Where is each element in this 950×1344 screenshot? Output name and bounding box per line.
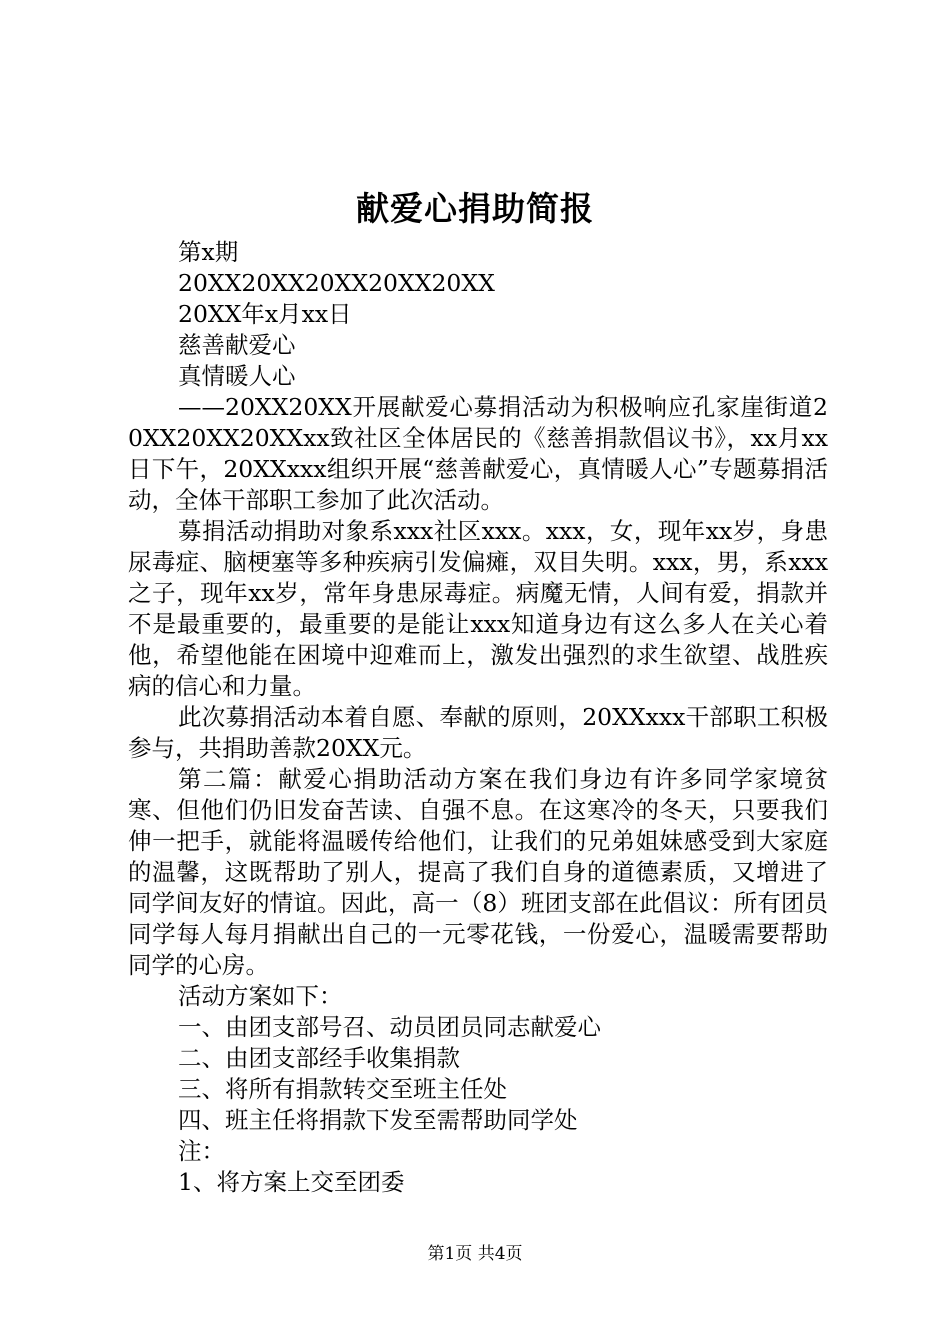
paragraph-intro: ——20XX20XX开展献爱心募捐活动为积极响应孔家崖街道20XX20XX20XXxx致社区全体居民的《慈善捐款倡议书》，xx月xx日下午，20XXxxx组织开展“慈善献爱心，真情暖人心”专题募捐活动，全体干部职工参加了此次活动。	[128, 393, 828, 514]
slogan-line-2: 真情暖人心	[178, 362, 296, 390]
note-item-1: 1、将方案上交至团委	[178, 1168, 405, 1196]
document-body	[128, 237, 828, 1198]
issue-number: 第x期	[178, 238, 239, 266]
document-title: 献爱心捐助简报	[356, 189, 594, 228]
plan-heading: 活动方案如下：	[178, 982, 343, 1010]
plan-item-1: 一、由团支部号召、动员团员同志献爱心	[178, 1013, 601, 1041]
note-heading: 注：	[178, 1137, 225, 1165]
plan-item-4: 四、班主任将捐款下发至需帮助同学处	[178, 1106, 578, 1134]
paragraph-result: 此次募捐活动本着自愿、奉献的原则，20XXxxx干部职工积极参与，共捐助善款20XX元。	[128, 703, 828, 762]
issue-date: 20XX年x月xx日	[178, 300, 352, 328]
paragraph-part-two: 第二篇：献爱心捐助活动方案在我们身边有许多同学家境贫寒、但他们仍旧发奋苦读、自强不息。在这寒冷的冬天，只要我们伸一把手，就能将温暖传给他们，让我们的兄弟姐妹感受到大家庭的温馨，这既帮助了别人，提高了我们自身的道德素质，又增进了同学间友好的情谊。因此，高一（8）班团支部在此倡议：所有团员同学每人每月捐献出自己的一元零花钱，一份爱心，温暖需要帮助同学的心房。	[128, 765, 828, 979]
paragraph-recipient: 募捐活动捐助对象系xxx社区xxx。xxx，女，现年xx岁，身患尿毒症、脑梗塞等多种疾病引发偏瘫，双目失明。xxx，男，系xxx之子，现年xx岁，常年身患尿毒症。病魔无情，人间有爱，捐款并不是最重要的，最重要的是能让xxx知道身边有这么多人在关心着他，希望他能在困境中迎难而上，激发出强烈的求生欲望、战胜疾病的信心和力量。	[128, 517, 828, 700]
slogan-line-1: 慈善献爱心	[178, 331, 296, 359]
issuer-line: 20XX20XX20XX20XX20XX	[178, 269, 495, 297]
plan-item-3: 三、将所有捐款转交至班主任处	[178, 1075, 507, 1103]
page-footer: 第1页 共4页	[427, 1244, 523, 1264]
plan-item-2: 二、由团支部经手收集捐款	[178, 1044, 460, 1072]
